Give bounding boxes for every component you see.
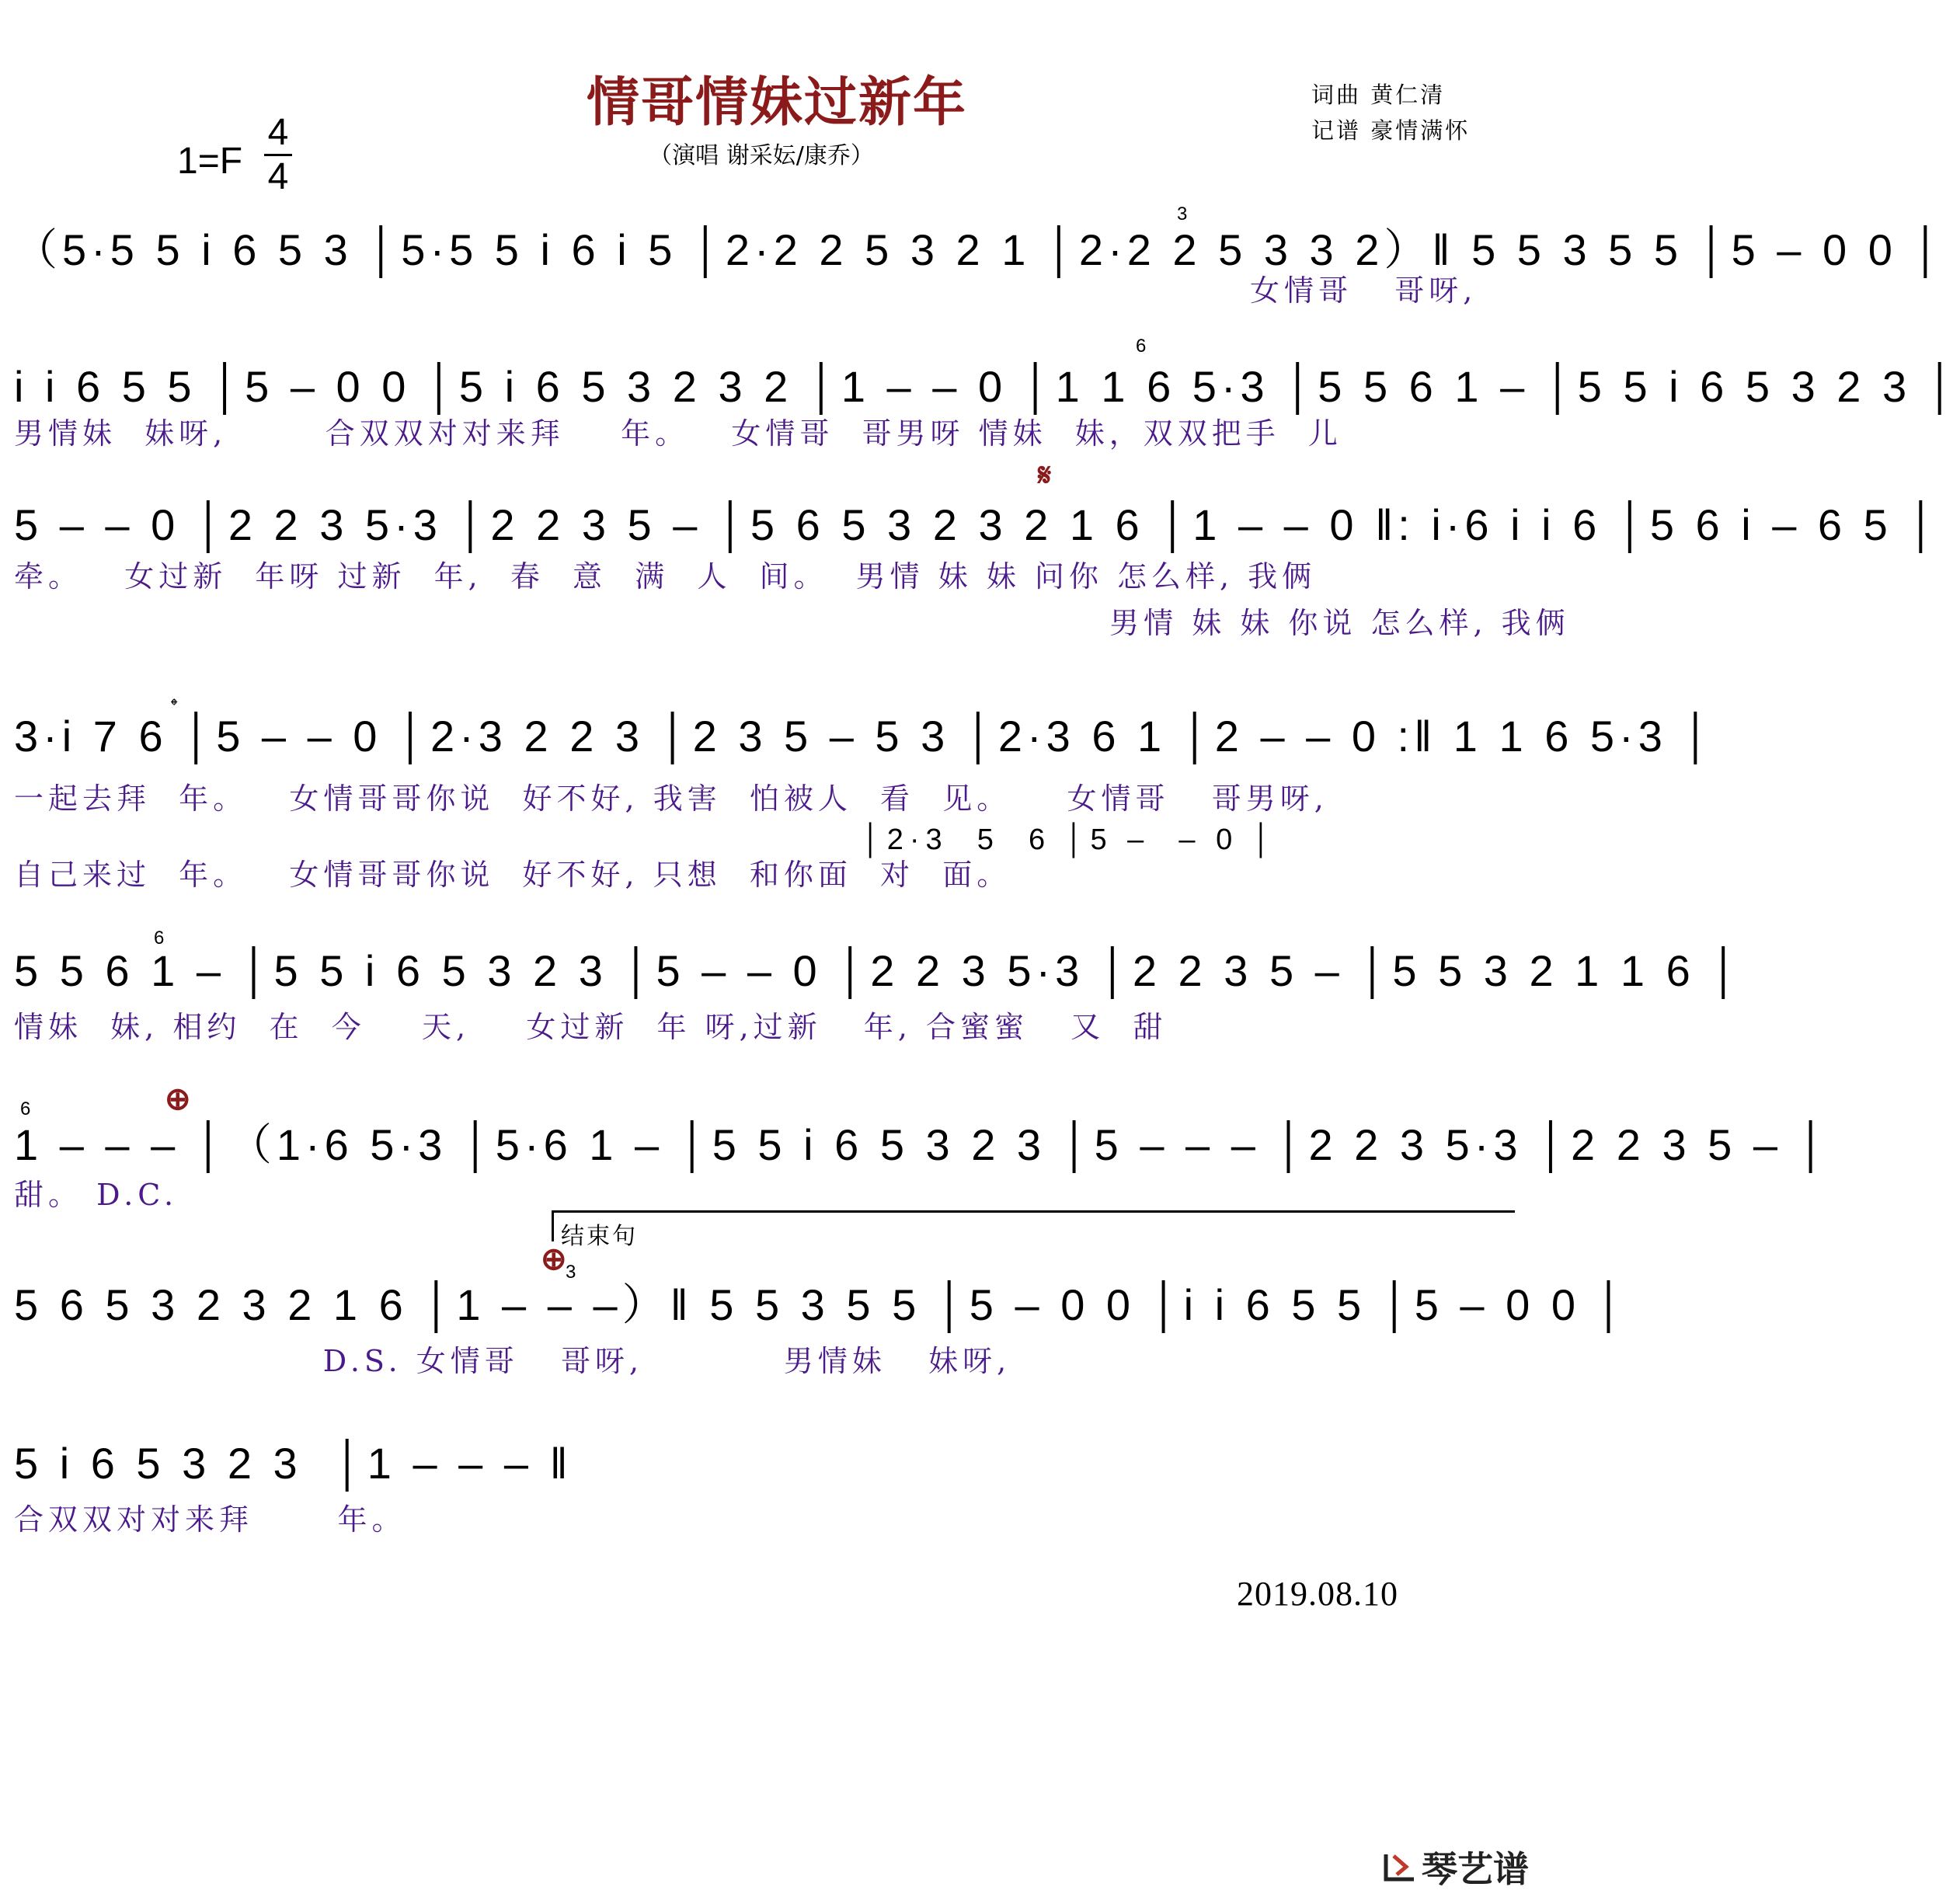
segno-mark: 𝄋 xyxy=(1038,458,1052,493)
coda-mark-1: ⊕ xyxy=(165,1082,191,1116)
time-signature-bottom: 4 xyxy=(267,156,289,197)
score-row-8: 5 i 6 5 3 2 3 │1 – – – ‖ xyxy=(14,1439,573,1488)
sextuplet-mark-1: 6 xyxy=(1136,336,1147,357)
lyric-row-2: 男情妹 妹呀, 合双双对对来拜 年。 女情哥 哥男呀 情妹 妹，双双把手 儿 xyxy=(14,416,1342,451)
transcription-date: 2019.08.10 xyxy=(1237,1575,1398,1613)
score-row-4: 3·i 7 6 │5 – – 0 │2·3 2 2 3 │2 3 5 – 5 3 │2·3 6 1 │2 – – 0 :‖ 1 1 6 5·3 │ xyxy=(14,712,1716,761)
time-signature-top: 4 xyxy=(267,112,289,153)
ending-bracket-tick xyxy=(552,1210,554,1241)
key-signature: 1=F xyxy=(177,141,243,182)
performer-credit: （演唱 谢采妘/康乔） xyxy=(649,142,874,169)
triplet-mark-2: 3 xyxy=(566,1262,576,1283)
score-row-5: 5 5 6 1 – │5 5 i 6 5 3 2 3 │5 – – 0 │2 2 3 5·3 │2 2 3 5 – │5 5 3 2 1 1 6 │ xyxy=(14,946,1744,995)
watermark-text: 琴艺谱 xyxy=(1422,1848,1529,1890)
lyric-row-8: 合双双对对来拜 年。 xyxy=(14,1502,406,1537)
score-row-7: 5 6 5 3 2 3 2 1 6 │1 – – –）‖ 5 5 3 5 5 │5 – 0 0 │i i 6 5 5 │5 – 0 0 │ xyxy=(14,1280,1629,1329)
sextuplet-mark-3: 6 xyxy=(20,1098,31,1119)
watermark-logo xyxy=(1383,1841,1529,1892)
score-row-1: （5·5 5 i 6 5 3 │5·5 5 i 6 i 5 │2·2 2 5 3 2 1 │2·2 2 5 3 3 2）‖ 5 5 3 5 5 │5 – 0 0 │ xyxy=(14,225,1946,274)
alternate-ending-notes: │2·3 5 6 │5 – – 0 │ xyxy=(862,823,1278,856)
lyric-row-7: D.S. 女情哥 哥呀, 男情妹 妹呀, xyxy=(14,1344,1011,1378)
transcriber-credit: 记谱 豪情满怀 xyxy=(1311,117,1471,144)
lyric-row-4-verse-1: 一起去拜 年。 女情哥哥你说 好不好, 我害 怕被人 看 见。 女情哥 哥男呀, xyxy=(14,782,1328,816)
grace-mark: 𝄌 xyxy=(171,695,178,716)
ending-bracket-line xyxy=(552,1210,1515,1213)
lyric-row-5: 情妹 妹, 相约 在 今 天, 女过新 年 呀,过新 年, 合蜜蜜 又 甜 xyxy=(14,1010,1168,1044)
coda-mark-2: ⊕ xyxy=(541,1242,567,1276)
lyric-row-4-verse-2: 自己来过 年。 女情哥哥你说 好不好, 只想 和你面 对 面。 xyxy=(14,858,1011,892)
score-row-2: i i 6 5 5 │5 – 0 0 │5 i 6 5 3 2 3 2 │1 – – 0 │1 1 6 5·3 │5 5 6 1 – │5 5 i 6 5 3 2 3 │ xyxy=(14,362,1960,411)
ending-phrase-label: 结束句 xyxy=(561,1223,638,1250)
score-row-3: 5 – – 0 │2 2 3 5·3 │2 2 3 5 – │5 6 5 3 2 3 2 1 6 │1 – – 0 ‖: i·6 i i 6 │5 6 i – 6 5 │ xyxy=(14,500,1941,549)
qinyipu-logo-icon xyxy=(1383,1851,1417,1882)
lyric-row-1: 女情哥 哥呀, xyxy=(14,273,1478,308)
score-row-6: 1 – – – │（1·6 5·3 │5·6 1 – │5 5 i 6 5 3 2 3 │5 – – – │2 2 3 5·3 │2 2 3 5 – │ xyxy=(14,1120,1831,1169)
sextuplet-mark-2: 6 xyxy=(154,928,165,949)
lyricist-composer-credit: 词曲 黄仁清 xyxy=(1311,82,1446,108)
lyric-row-6: 甜。 D.C. xyxy=(14,1178,179,1212)
time-signature xyxy=(264,113,292,197)
lyric-row-3-verse-2: 男情 妹 妹 你说 怎么样, 我俩 xyxy=(14,606,1570,640)
triplet-mark-1: 3 xyxy=(1177,204,1188,225)
lyric-row-3-verse-1: 牵。 女过新 年呀 过新 年, 春 意 满 人 间。 男情 妹 妹 问你 怎么样, 我俩 xyxy=(14,559,1317,594)
song-title: 情哥情妹过新年 xyxy=(586,72,967,134)
